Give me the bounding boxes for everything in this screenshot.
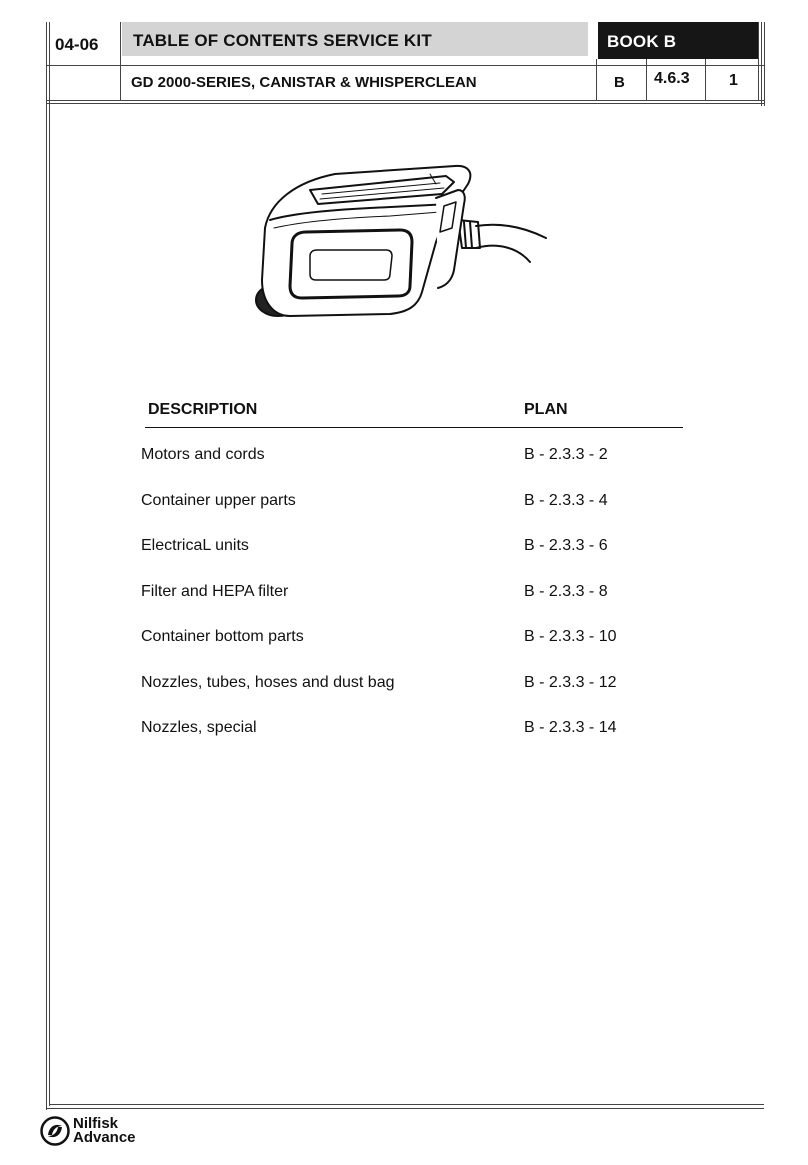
page-number: 1 (729, 72, 738, 89)
toc-row-plan: B - 2.3.3 - 6 (524, 537, 608, 554)
section-number: 4.6.3 (654, 70, 690, 87)
toc-row-description: ElectricaL units (141, 537, 249, 554)
toc-row-description: Nozzles, tubes, hoses and dust bag (141, 674, 395, 691)
column-header-plan: PLAN (524, 401, 568, 418)
toc-row-plan: B - 2.3.3 - 4 (524, 492, 608, 509)
toc-row-plan: B - 2.3.3 - 8 (524, 583, 608, 600)
column-header-description: DESCRIPTION (148, 401, 258, 418)
brand-name-line1: Nilfisk (73, 1115, 119, 1132)
vacuum-head-illustration (240, 160, 560, 325)
header-rule (145, 427, 683, 428)
toc-row-plan: B - 2.3.3 - 12 (524, 674, 617, 691)
toc-row-description: Container bottom parts (141, 628, 304, 645)
page-title: TABLE OF CONTENTS SERVICE KIT (133, 31, 432, 50)
toc-row-description: Motors and cords (141, 446, 265, 463)
brand-logo (40, 1114, 150, 1148)
section-letter: B (614, 74, 625, 91)
toc-row-description: Container upper parts (141, 492, 296, 509)
toc-row-description: Nozzles, special (141, 719, 257, 736)
toc-row-description: Filter and HEPA filter (141, 583, 289, 600)
brand-name-line2: Advance (73, 1129, 136, 1146)
model-subtitle: GD 2000-SERIES, CANISTAR & WHISPERCLEAN (131, 74, 477, 91)
toc-row-plan: B - 2.3.3 - 14 (524, 719, 617, 736)
issue-date: 04-06 (55, 35, 99, 54)
toc-row-plan: B - 2.3.3 - 2 (524, 446, 608, 463)
toc-row-plan: B - 2.3.3 - 10 (524, 628, 617, 645)
brand-emblem-icon (40, 1116, 70, 1146)
book-label: BOOK B (607, 32, 677, 51)
